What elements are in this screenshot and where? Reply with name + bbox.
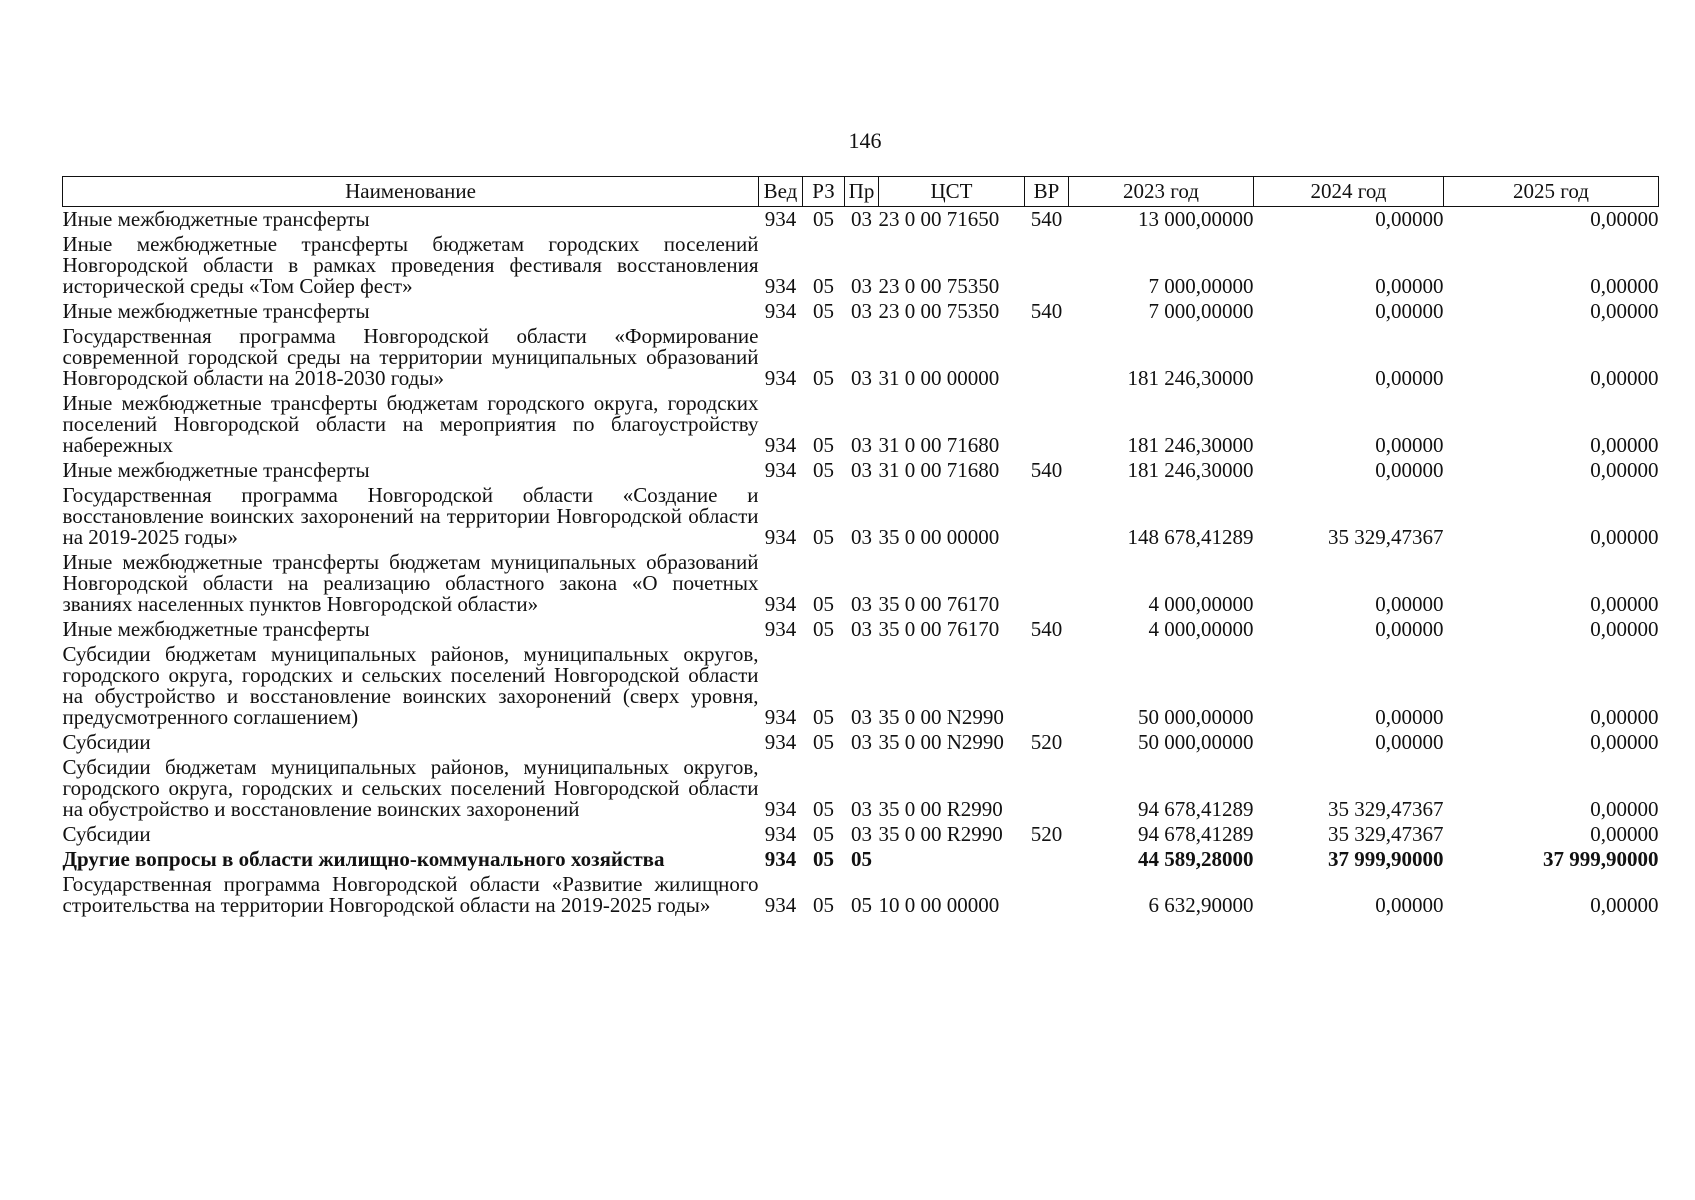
table-row: [63, 755, 1659, 822]
cell-pr: 03: [851, 458, 872, 482]
table-row: [63, 550, 1659, 617]
cell-ved: 934: [764, 525, 797, 549]
cell-2023: 4 000,00000: [1148, 617, 1254, 641]
cell-rz: 05: [813, 366, 834, 390]
cell-name: [63, 483, 759, 550]
row-name-text: Иные межбюджетные трансферты: [62, 299, 370, 323]
cell-rz: 05: [813, 730, 834, 754]
cell-rz: 05: [813, 525, 834, 549]
cell-cst: 35 0 00 76170: [878, 617, 1000, 641]
cell-2024: 0,00000: [1375, 730, 1444, 754]
cell-vr: [1025, 391, 1069, 458]
row-name-text: Государственная программа Новгородской области «Создание и восстановление воинских захоронений на территории Новгородской области на 2019-2025 годы»: [62, 483, 759, 549]
cell-rz: 05: [813, 893, 834, 917]
cell-cst: 31 0 00 71680: [878, 458, 1000, 482]
header-vr: ВР: [1025, 177, 1069, 207]
cell-vr: [1025, 642, 1069, 730]
cell-pr: 03: [851, 299, 872, 323]
table-row: [63, 324, 1659, 391]
cell-name: [63, 324, 759, 391]
cell-2024: 0,00000: [1375, 893, 1444, 917]
header-rz: РЗ: [803, 177, 845, 207]
cell-name: [63, 391, 759, 458]
cell-cst: 23 0 00 71650: [878, 207, 1000, 231]
cell-2024: 35 329,47367: [1328, 797, 1444, 821]
table-row: [63, 299, 1659, 324]
cell-2024: 0,00000: [1375, 366, 1444, 390]
cell-rz: 05: [813, 299, 834, 323]
cell-2024: 0,00000: [1375, 433, 1444, 457]
cell-2025: 0,00000: [1590, 274, 1659, 298]
cell-rz: 05: [813, 797, 834, 821]
cell-pr: 03: [851, 525, 872, 549]
cell-2025: 0,00000: [1590, 797, 1659, 821]
row-name-text: Субсидии: [62, 822, 151, 846]
row-name-text: Субсидии бюджетам муниципальных районов, муниципальных округов, городского округа, городских и сельских поселений Новгородской области на обустройство и восстановление воинских захоронений: [62, 755, 759, 821]
cell-ved: 934: [764, 458, 797, 482]
cell-name: [63, 617, 759, 642]
cell-rz: 05: [813, 592, 834, 616]
cell-vr: [1025, 324, 1069, 391]
row-name-text: Другие вопросы в области жилищно-коммунального хозяйства: [62, 847, 665, 871]
cell-cst: 35 0 00 N2990: [878, 730, 1004, 754]
cell-2025: 0,00000: [1590, 893, 1659, 917]
cell-2025: 0,00000: [1590, 458, 1659, 482]
cell-cst: 35 0 00 R2990: [878, 797, 1003, 821]
cell-vr: 540: [1030, 617, 1063, 641]
row-name-text: Государственная программа Новгородской области «Развитие жилищного строительства на территории Новгородской области на 2019-2025 годы»: [62, 872, 759, 917]
row-name-text: Субсидии бюджетам муниципальных районов, муниципальных округов, городского округа, городских и сельских поселений Новгородской области на обустройство и восстановление воинских захоронений (сверх уровня, предусмотренного соглашением): [62, 642, 759, 729]
cell-2024: 35 329,47367: [1328, 822, 1444, 846]
cell-2025: 0,00000: [1590, 366, 1659, 390]
cell-2023: 181 246,30000: [1127, 433, 1254, 457]
cell-pr: 03: [851, 705, 872, 729]
cell-vr: [1025, 847, 1069, 872]
cell-ved: 934: [764, 366, 797, 390]
table-row: [63, 822, 1659, 847]
cell-2023: 50 000,00000: [1138, 730, 1254, 754]
cell-2025: 0,00000: [1590, 299, 1659, 323]
header-2023: 2023 год: [1069, 177, 1254, 207]
cell-cst: 10 0 00 00000: [878, 893, 1000, 917]
row-name-text: Иные межбюджетные трансферты: [62, 458, 370, 482]
budget-table: [62, 176, 1659, 918]
cell-2025: 0,00000: [1590, 617, 1659, 641]
cell-2024: 35 329,47367: [1328, 525, 1444, 549]
cell-cst: 35 0 00 N2990: [878, 705, 1004, 729]
cell-ved: 934: [764, 433, 797, 457]
cell-ved: 934: [764, 299, 797, 323]
row-name-text: Иные межбюджетные трансферты: [62, 617, 370, 641]
table-header-row: [63, 177, 1659, 207]
cell-pr: 05: [851, 847, 872, 871]
cell-rz: 05: [813, 822, 834, 846]
cell-cst: 35 0 00 R2990: [878, 822, 1003, 846]
cell-2023: 13 000,00000: [1138, 207, 1254, 231]
header-2025: 2025 год: [1444, 177, 1659, 207]
cell-2024: 0,00000: [1375, 592, 1444, 616]
cell-vr: 540: [1030, 299, 1063, 323]
cell-ved: 934: [764, 730, 797, 754]
cell-rz: 05: [813, 705, 834, 729]
cell-2024: 37 999,90000: [1328, 847, 1444, 871]
cell-cst: 35 0 00 76170: [878, 592, 1000, 616]
cell-pr: 03: [851, 617, 872, 641]
cell-2024: 0,00000: [1375, 207, 1444, 231]
cell-2023: 94 678,41289: [1138, 822, 1254, 846]
cell-vr: 540: [1030, 207, 1063, 231]
table-row: [63, 391, 1659, 458]
cell-2023: 7 000,00000: [1148, 274, 1254, 298]
table-body: [63, 207, 1659, 919]
cell-cst: 23 0 00 75350: [878, 274, 1000, 298]
cell-pr: 03: [851, 822, 872, 846]
table-row: [63, 642, 1659, 730]
cell-2025: 0,00000: [1590, 207, 1659, 231]
row-name-text: Иные межбюджетные трансферты бюджетам городского округа, городских поселений Новгородской области на мероприятия по благоустройству набережных: [62, 391, 759, 457]
cell-2023: 7 000,00000: [1148, 299, 1254, 323]
cell-ved: 934: [764, 797, 797, 821]
cell-rz: 05: [813, 458, 834, 482]
cell-rz: 05: [813, 274, 834, 298]
cell-vr: [1025, 872, 1069, 918]
cell-vr: 520: [1030, 822, 1063, 846]
cell-pr: 03: [851, 433, 872, 457]
cell-cst: 35 0 00 00000: [878, 525, 1000, 549]
header-ved: Вед: [759, 177, 803, 207]
cell-ved: 934: [764, 847, 797, 871]
cell-cst: 31 0 00 00000: [878, 366, 1000, 390]
cell-cst: 23 0 00 75350: [878, 299, 1000, 323]
page-number: 146: [848, 128, 882, 153]
table-row: [63, 617, 1659, 642]
header-name: Наименование: [63, 177, 759, 207]
cell-vr: [1025, 483, 1069, 550]
header-pr: Пр: [845, 177, 879, 207]
cell-vr: [1025, 232, 1069, 299]
cell-2023: 94 678,41289: [1138, 797, 1254, 821]
cell-vr: [1025, 755, 1069, 822]
cell-name: [63, 847, 759, 872]
row-name-text: Субсидии: [62, 730, 151, 754]
cell-cst: 31 0 00 71680: [878, 433, 1000, 457]
cell-pr: 03: [851, 592, 872, 616]
cell-2025: 37 999,90000: [1543, 847, 1659, 871]
cell-name: [63, 730, 759, 755]
table-row: [63, 232, 1659, 299]
cell-2023: 181 246,30000: [1127, 366, 1254, 390]
cell-pr: 03: [851, 366, 872, 390]
cell-2025: 0,00000: [1590, 705, 1659, 729]
cell-2023: 50 000,00000: [1138, 705, 1254, 729]
cell-name: [63, 207, 759, 233]
cell-name: [63, 299, 759, 324]
cell-name: [63, 642, 759, 730]
cell-vr: 520: [1030, 730, 1063, 754]
cell-2023: 44 589,28000: [1138, 847, 1254, 871]
table-row: [63, 458, 1659, 483]
header-cst: ЦСТ: [879, 177, 1025, 207]
row-name-text: Иные межбюджетные трансферты: [62, 207, 370, 231]
cell-pr: 03: [851, 207, 872, 231]
cell-2025: 0,00000: [1590, 592, 1659, 616]
cell-2023: 148 678,41289: [1127, 525, 1254, 549]
cell-ved: 934: [764, 592, 797, 616]
cell-2025: 0,00000: [1590, 433, 1659, 457]
cell-name: [63, 755, 759, 822]
cell-2024: 0,00000: [1375, 458, 1444, 482]
cell-ved: 934: [764, 617, 797, 641]
cell-rz: 05: [813, 617, 834, 641]
cell-2025: 0,00000: [1590, 822, 1659, 846]
cell-2024: 0,00000: [1375, 617, 1444, 641]
cell-name: [63, 232, 759, 299]
row-name-text: Иные межбюджетные трансферты бюджетам муниципальных образований Новгородской области на реализацию областного закона «О почетных званиях населенных пунктов Новгородской области»: [62, 550, 759, 616]
cell-vr: 540: [1030, 458, 1063, 482]
table-row: [63, 730, 1659, 755]
cell-pr: 03: [851, 730, 872, 754]
cell-rz: 05: [813, 207, 834, 231]
cell-pr: 03: [851, 797, 872, 821]
header-2024: 2024 год: [1254, 177, 1444, 207]
cell-pr: 05: [851, 893, 872, 917]
row-name-text: Иные межбюджетные трансферты бюджетам городских поселений Новгородской области в рамках проведения фестиваля восстановления исторической среды «Том Сойер фест»: [62, 232, 759, 298]
table-row: [63, 872, 1659, 918]
cell-ved: 934: [764, 705, 797, 729]
cell-2023: 6 632,90000: [1148, 893, 1254, 917]
table-row: [63, 847, 1659, 872]
cell-ved: 934: [764, 207, 797, 231]
cell-name: [63, 872, 759, 918]
cell-name: [63, 822, 759, 847]
cell-2023: 4 000,00000: [1148, 592, 1254, 616]
cell-ved: 934: [764, 893, 797, 917]
cell-2023: 181 246,30000: [1127, 458, 1254, 482]
cell-ved: 934: [764, 274, 797, 298]
table-row: [63, 207, 1659, 233]
cell-2024: 0,00000: [1375, 705, 1444, 729]
cell-ved: 934: [764, 822, 797, 846]
cell-pr: 03: [851, 274, 872, 298]
cell-name: [63, 458, 759, 483]
table-row: [63, 483, 1659, 550]
cell-rz: 05: [813, 433, 834, 457]
cell-rz: 05: [813, 847, 834, 871]
cell-vr: [1025, 550, 1069, 617]
cell-cst: [879, 847, 1025, 872]
cell-2025: 0,00000: [1590, 730, 1659, 754]
row-name-text: Государственная программа Новгородской области «Формирование современной городской среды на территории муниципальных образований Новгородской области на 2018-2030 годы»: [62, 324, 759, 390]
cell-name: [63, 550, 759, 617]
cell-2025: 0,00000: [1590, 525, 1659, 549]
cell-2024: 0,00000: [1375, 274, 1444, 298]
cell-2024: 0,00000: [1375, 299, 1444, 323]
